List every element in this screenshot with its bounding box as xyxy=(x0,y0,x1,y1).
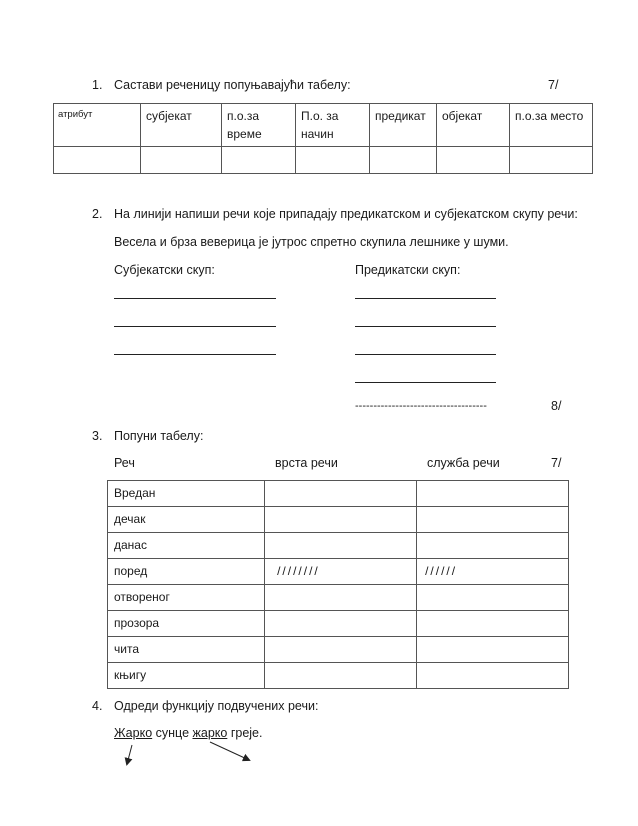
q3-word: Вредан xyxy=(108,481,265,507)
q1-header-subject: субјекат xyxy=(141,104,222,147)
q2-points: 8/ xyxy=(551,399,562,413)
q1-header-predicate: предикат xyxy=(370,104,437,147)
q3-word: поред xyxy=(108,559,265,585)
arrow-down-icon xyxy=(127,745,132,764)
q3-prompt: Попуни табелу: xyxy=(114,429,204,443)
q3-number: 3. xyxy=(92,429,103,443)
q2-dashes: ------------------------------------ xyxy=(355,400,487,412)
q3-type-cell: //////// xyxy=(265,559,417,585)
q2-sentence: Весела и брза веверица је јутрос спретно скупила лешнике у шуми. xyxy=(114,235,509,249)
q4-word-4: греје. xyxy=(230,726,263,740)
q3-word: данас xyxy=(108,533,265,559)
q1-header-manner: П.о. за начин xyxy=(296,104,370,147)
q3-word: прозора xyxy=(108,611,265,637)
q2-subject-label: Субјекатски скуп: xyxy=(114,263,215,277)
q4-underlined-word-1: Жарко xyxy=(114,726,153,740)
q4-prompt: Одреди функцију подвучених речи: xyxy=(114,699,319,713)
q3-points: 7/ xyxy=(551,456,562,470)
q3-function-cell: ////// xyxy=(417,559,569,585)
q1-number: 1. xyxy=(92,78,103,92)
q4-underlined-word-3: жарко xyxy=(192,726,228,740)
q4-number: 4. xyxy=(92,699,103,713)
q1-points: 7/ xyxy=(548,78,559,92)
q3-word: дечак xyxy=(108,507,265,533)
q2-predicate-label: Предикатски скуп: xyxy=(355,263,461,277)
q3-col-type: врста речи xyxy=(275,456,338,470)
q4-word-2: сунце xyxy=(155,726,190,740)
arrow-down-right-icon xyxy=(210,742,249,760)
q2-number: 2. xyxy=(92,207,103,221)
q1-header-place: п.о.за место xyxy=(510,104,593,147)
q2-prompt: На линији напиши речи које припадају предикатском и субјекатском скупу речи: xyxy=(114,207,578,221)
q3-col-function: служба речи xyxy=(427,456,500,470)
q1-header-object: објекат xyxy=(437,104,510,147)
q1-prompt: Састави реченицу попуњавајући табелу: xyxy=(114,78,351,92)
q1-header-attribute: атрибут xyxy=(54,104,141,147)
q3-word: књигу xyxy=(108,663,265,689)
q3-word: отвореног xyxy=(108,585,265,611)
q3-col-word: Реч xyxy=(114,456,135,470)
q3-word: чита xyxy=(108,637,265,663)
q1-header-time: п.о.за време xyxy=(222,104,296,147)
